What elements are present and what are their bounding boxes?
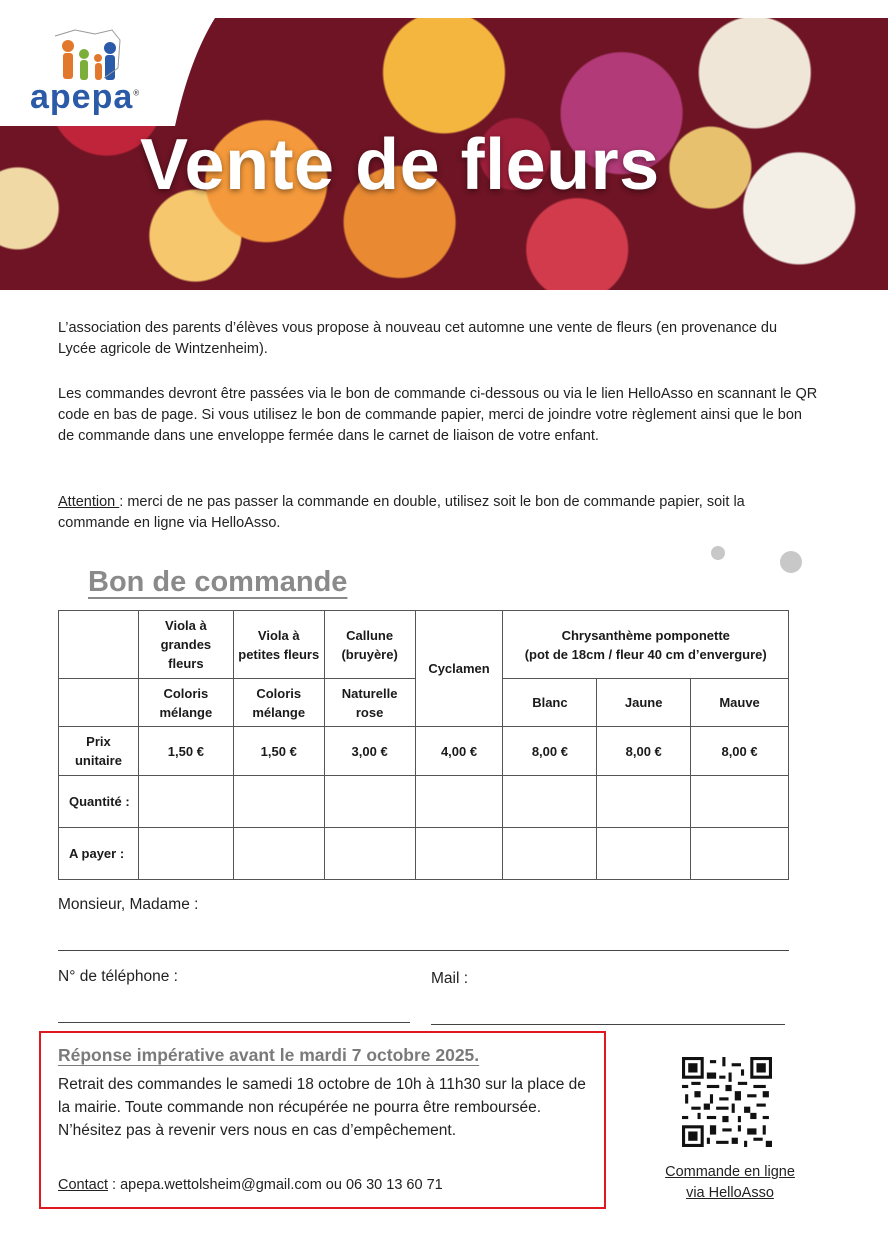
header-chrysantheme — [503, 611, 789, 679]
deadline-text: Réponse impérative avant le mardi 7 octobre 2025. — [58, 1045, 480, 1065]
price-cell: 8,00 € — [503, 727, 597, 776]
quantity-input[interactable] — [324, 776, 415, 828]
price-cell: 8,00 € — [691, 727, 789, 776]
quantity-input[interactable] — [415, 776, 503, 828]
intro-paragraph-2: Les commandes devront être passées via le bon de commande ci-dessous ou via le lien HelloAsso en scannant le QR code en bas de page. Si vous utilisez le bon de commande papier, merci de joindre votre règlement ainsi que le bon de commande dans une enveloppe fermée dans le carnet de liaison de votre enfant. — [58, 386, 818, 444]
quantity-input[interactable] — [503, 776, 597, 828]
row-label-to-pay: A payer : — [59, 828, 139, 880]
mail-label: Mail : — [431, 970, 469, 987]
price-cell: 1,50 € — [233, 727, 324, 776]
contact-label: Contact — [58, 1177, 108, 1193]
header-callune: Callune (bruyère) — [324, 611, 415, 679]
contact-text — [58, 1177, 443, 1193]
header-viola-small: Viola à petites fleurs — [233, 611, 324, 679]
to-pay-input[interactable] — [415, 828, 503, 880]
helloasso-link-line-1[interactable]: Commande en ligne — [665, 1164, 795, 1180]
contact-details: : apepa.wettolsheim@gmail.com ou 06 30 13 60 71 — [107, 1177, 443, 1193]
logo-text: apepa® — [30, 78, 141, 116]
variant-blanc: Blanc — [503, 679, 597, 727]
phone-label: N° de téléphone : — [58, 968, 178, 985]
price-cell: 8,00 € — [597, 727, 691, 776]
name-label: Monsieur, Madame : — [58, 896, 199, 913]
variant-mauve: Mauve — [691, 679, 789, 727]
table-corner-cell — [59, 611, 139, 679]
quantity-input[interactable] — [597, 776, 691, 828]
row-label-quantity: Quantité : — [59, 776, 139, 828]
variant-viola-large: Coloris mélange — [138, 679, 233, 727]
order-table — [58, 610, 789, 880]
row-label-price: Prix unitaire — [59, 727, 139, 776]
table-empty-cell — [59, 679, 139, 727]
helloasso-link-line-2[interactable]: via HelloAsso — [686, 1185, 774, 1201]
apepa-logo — [0, 18, 230, 126]
header-chrysantheme-detail: (pot de 18cm / fleur 40 cm d’envergure) — [524, 646, 767, 662]
attention-label: Attention — [58, 494, 120, 510]
variant-callune: Naturelle rose — [324, 679, 415, 727]
quantity-input[interactable] — [233, 776, 324, 828]
to-pay-input[interactable] — [597, 828, 691, 880]
variant-viola-small: Coloris mélange — [233, 679, 324, 727]
phone-input-line[interactable] — [58, 1022, 410, 1023]
header-chrysantheme-name: Chrysanthème pomponette — [561, 627, 730, 643]
scan-dot — [711, 546, 725, 560]
mail-input-line[interactable] — [431, 1024, 785, 1025]
pickup-text: Retrait des commandes le samedi 18 octobre de 10h à 11h30 sur la place de la mairie. Toute commande non récupérée ne pourra être remboursée. N’hésitez pas à revenir vers nous en cas d’empêchement. — [58, 1076, 586, 1139]
header-cyclamen: Cyclamen — [415, 611, 503, 727]
intro-paragraph-1: L’association des parents d’élèves vous propose à nouveau cet automne une vente de fleurs (en provenance du Lycée agricole de Wintzenheim). — [58, 320, 778, 357]
scan-dot — [780, 551, 802, 573]
quantity-input[interactable] — [138, 776, 233, 828]
quantity-input[interactable] — [691, 776, 789, 828]
to-pay-input[interactable] — [691, 828, 789, 880]
page-title: Vente de fleurs — [140, 125, 660, 205]
header-viola-large: Viola à grandes fleurs — [138, 611, 233, 679]
to-pay-input[interactable] — [324, 828, 415, 880]
helloasso-link[interactable] — [640, 1162, 820, 1204]
attention-paragraph: Attention : merci de ne pas passer la commande en double, utilisez soit le bon de commande papier, soit la commande en ligne via HelloAsso. — [58, 494, 745, 531]
price-cell: 3,00 € — [324, 727, 415, 776]
variant-jaune: Jaune — [597, 679, 691, 727]
name-input-line[interactable] — [58, 950, 789, 951]
price-cell: 1,50 € — [138, 727, 233, 776]
to-pay-input[interactable] — [233, 828, 324, 880]
to-pay-input[interactable] — [138, 828, 233, 880]
to-pay-input[interactable] — [503, 828, 597, 880]
price-cell: 4,00 € — [415, 727, 503, 776]
order-form-title: Bon de commande — [88, 566, 348, 598]
qr-code-icon[interactable] — [682, 1057, 772, 1147]
